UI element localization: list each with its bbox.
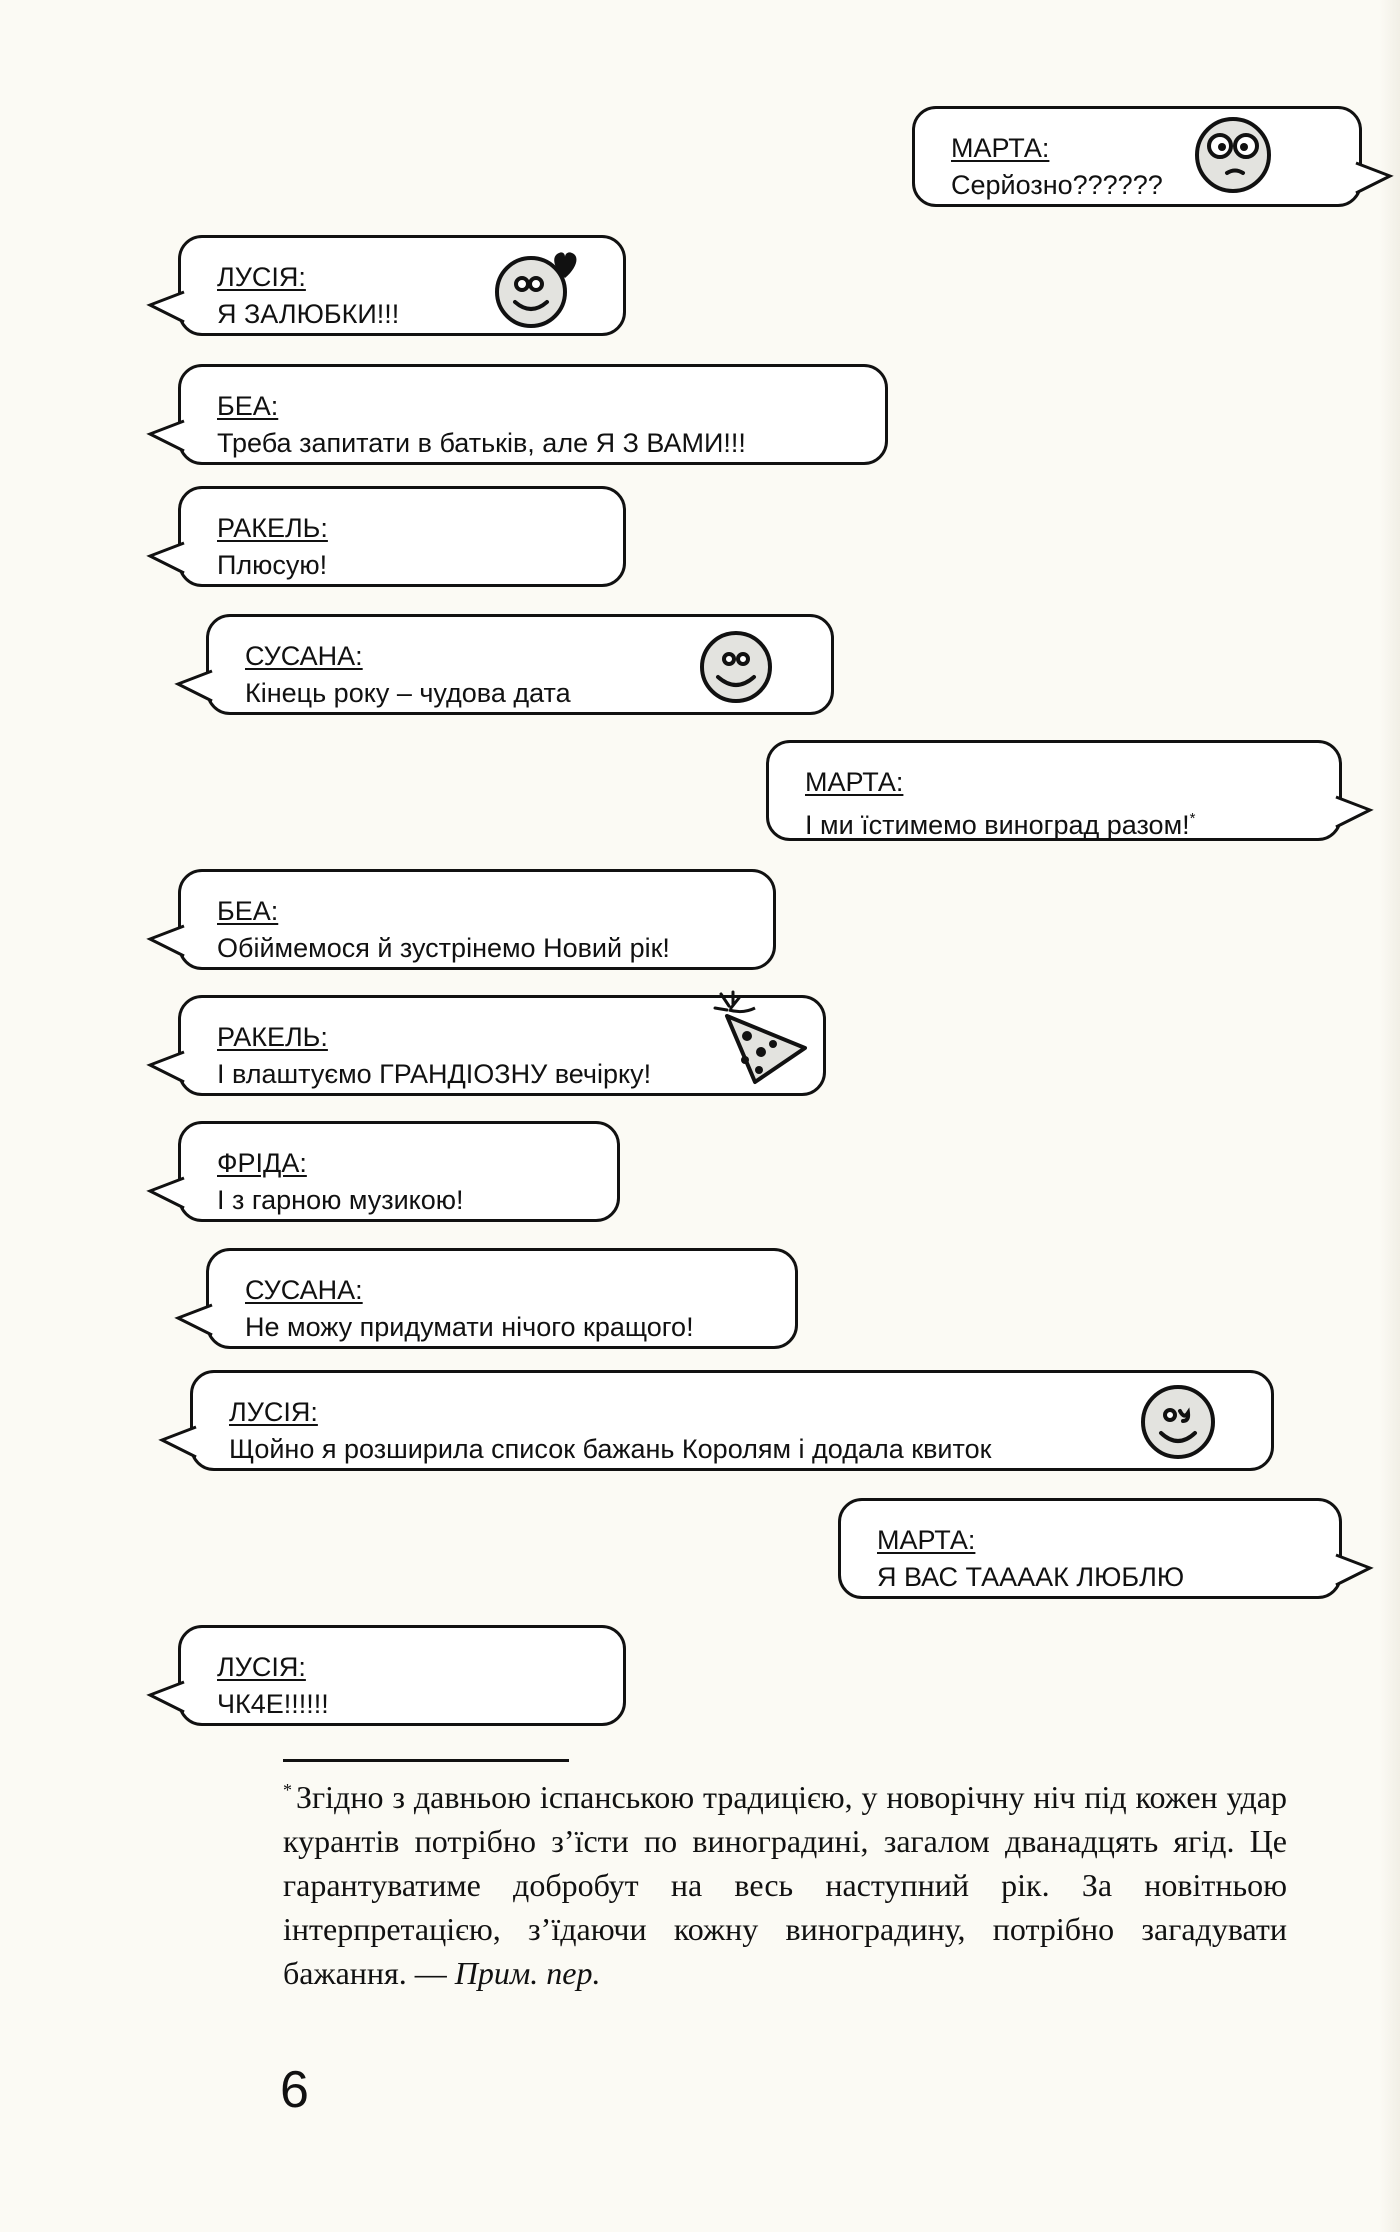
footnote-text: Згідно з давньою іспанською традицією, у новорічну ніч під кожен удар курантів потрібно з’їсти по виноградині, загалом дванадцять ягід. Це гарантуватиме добробут на весь наступний рік. За новітньою інтерпретацією, з’їдаючи кожну виноградину, потрібно загадувати бажання. — — [283, 1779, 1287, 1991]
message-sender: МАРТА: — [951, 133, 1050, 163]
page-edge-shading — [1380, 0, 1400, 2232]
message-bubble-bea-1 — [178, 364, 888, 465]
footnote-divider — [283, 1759, 569, 1762]
message-sender: РАКЕЛЬ: — [217, 513, 328, 543]
message-text: І з гарною музикою! — [217, 1185, 464, 1215]
message-sender: МАРТА: — [805, 767, 904, 797]
message-bubble-lusia-1 — [178, 235, 626, 336]
message-bubble-frida-1 — [178, 1121, 620, 1222]
message-sender: РАКЕЛЬ: — [217, 1022, 328, 1052]
message-sender: СУСАНА: — [245, 1275, 363, 1305]
message-text: Щойно я розширила список бажань Королям і додала квиток — [229, 1434, 992, 1464]
smiley-face-icon — [696, 627, 776, 707]
message-sender: БЕА: — [217, 391, 279, 421]
message-text: ЧК4Е!!!!!! — [217, 1689, 329, 1719]
bubble-tail-left — [148, 421, 184, 451]
bubble-tail-left — [148, 543, 184, 573]
message-text: Треба запитати в батьків, але Я З ВАМИ!!! — [217, 428, 746, 458]
message-text-content: І ми їстимемо виноград разом! — [805, 810, 1190, 840]
bubble-tail-left — [148, 1178, 184, 1208]
love-face-icon — [491, 244, 583, 332]
bubble-tail-left — [176, 671, 212, 701]
message-bubble-bea-2 — [178, 869, 776, 970]
message-text: Серйозно?????? — [951, 170, 1163, 200]
page-number: 6 — [280, 2061, 309, 2119]
message-text: І влаштуємо ГРАНДІОЗНУ вечірку! — [217, 1059, 652, 1089]
party-hat-icon — [707, 990, 817, 1086]
message-text: Я ЗАЛЮБКИ!!! — [217, 299, 400, 329]
message-sender: ЛУСІЯ: — [229, 1397, 318, 1427]
bubble-tail-left — [160, 1427, 196, 1457]
bubble-tail-left — [148, 1682, 184, 1712]
message-bubble-marta-3 — [838, 1498, 1342, 1599]
message-bubble-lusia-2 — [190, 1370, 1274, 1471]
translator-note: Прим. пер. — [454, 1955, 601, 1991]
message-text — [805, 800, 1315, 844]
message-sender: ЛУСІЯ: — [217, 262, 306, 292]
bubble-tail-right — [1336, 1555, 1372, 1585]
message-bubble-marta-1 — [912, 106, 1362, 207]
message-bubble-susana-1 — [206, 614, 834, 715]
message-text: Обіймемося й зустрінемо Новий рік! — [217, 933, 670, 963]
bubble-tail-left — [148, 1052, 184, 1082]
message-text: Кінець року – чудова дата — [245, 678, 571, 708]
bubble-tail-right — [1336, 797, 1372, 827]
thinking-face-icon — [1191, 113, 1275, 197]
wink-face-icon — [1137, 1381, 1219, 1463]
message-sender: БЕА: — [217, 896, 279, 926]
message-text: Плюсую! — [217, 550, 328, 580]
message-sender: СУСАНА: — [245, 641, 363, 671]
bubble-tail-left — [148, 292, 184, 322]
message-sender: ФРІДА: — [217, 1148, 307, 1178]
message-text: Я ВАС ТААААК ЛЮБЛЮ — [877, 1562, 1185, 1592]
message-bubble-susana-2 — [206, 1248, 798, 1349]
message-sender: МАРТА: — [877, 1525, 976, 1555]
message-bubble-marta-2 — [766, 740, 1342, 841]
message-bubble-rakel-2 — [178, 995, 826, 1096]
message-text: Не можу придумати нічого кращого! — [245, 1312, 694, 1342]
message-sender: ЛУСІЯ: — [217, 1652, 306, 1682]
message-bubble-lusia-3 — [178, 1625, 626, 1726]
bubble-tail-left — [176, 1305, 212, 1335]
message-bubble-rakel-1 — [178, 486, 626, 587]
footnote — [283, 1768, 1287, 1995]
bubble-tail-right — [1356, 163, 1392, 193]
footnote-mark: * — [283, 1780, 292, 1800]
bubble-tail-left — [148, 926, 184, 956]
footnote-reference[interactable]: * — [1189, 810, 1196, 827]
